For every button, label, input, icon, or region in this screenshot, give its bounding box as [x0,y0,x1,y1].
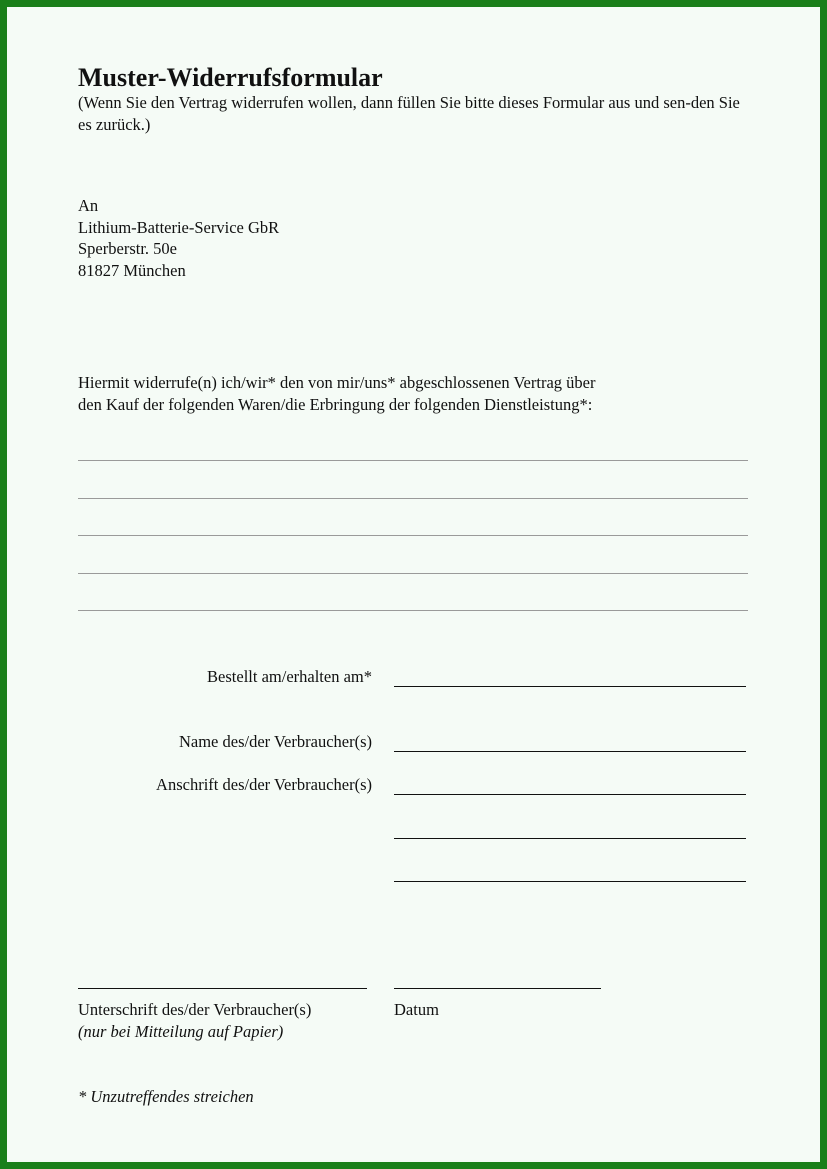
footnote: * Unzutreffendes streichen [78,1087,254,1106]
form-title: Muster-Widerrufsformular [78,63,383,92]
form-page [7,7,820,1162]
recipient-line: 81827 München [78,260,186,280]
date-field[interactable] [394,988,601,989]
ordered-date-label: Bestellt am/erhalten am* [207,667,372,686]
signature-label: Unterschrift des/der Verbraucher(s) [78,1000,312,1019]
goods-entry-line[interactable] [78,610,748,611]
recipient-line: Lithium-Batterie-Service GbR [78,217,280,237]
consumer-name-field[interactable] [394,751,746,752]
recipient-line: An [78,196,99,215]
signature-field[interactable] [78,988,367,989]
recipient-line: Sperberstr. 50e [78,239,177,258]
consumer-name-label: Name des/der Verbraucher(s) [178,732,372,751]
statement-line: Hiermit widerrufe(n) ich/wir* den von mir/uns* abgeschlossenen Vertrag über [78,373,596,392]
goods-entry-line[interactable] [78,460,748,461]
signature-note: (nur bei Mitteilung auf Papier) [78,1022,284,1041]
statement-line: den Kauf der folgenden Waren/die Erbringung der folgenden Dienstleistung*: [78,394,593,414]
consumer-address-label: Anschrift des/der Verbraucher(s) [156,775,372,794]
consumer-address-field[interactable] [394,794,746,795]
recipient-address [78,195,279,281]
goods-entry-line[interactable] [78,573,748,574]
form-instructions: (Wenn Sie den Vertrag widerrufen wollen, dann füllen Sie bitte dieses Formular aus und sen-den Sie es zurück.) [78,93,740,134]
goods-entry-line[interactable] [78,498,748,499]
goods-entry-line[interactable] [78,535,748,536]
date-label: Datum [394,1000,439,1019]
consumer-address-field[interactable] [394,838,746,839]
consumer-address-field[interactable] [394,881,746,882]
ordered-date-field[interactable] [394,686,746,687]
withdrawal-statement [78,372,595,415]
